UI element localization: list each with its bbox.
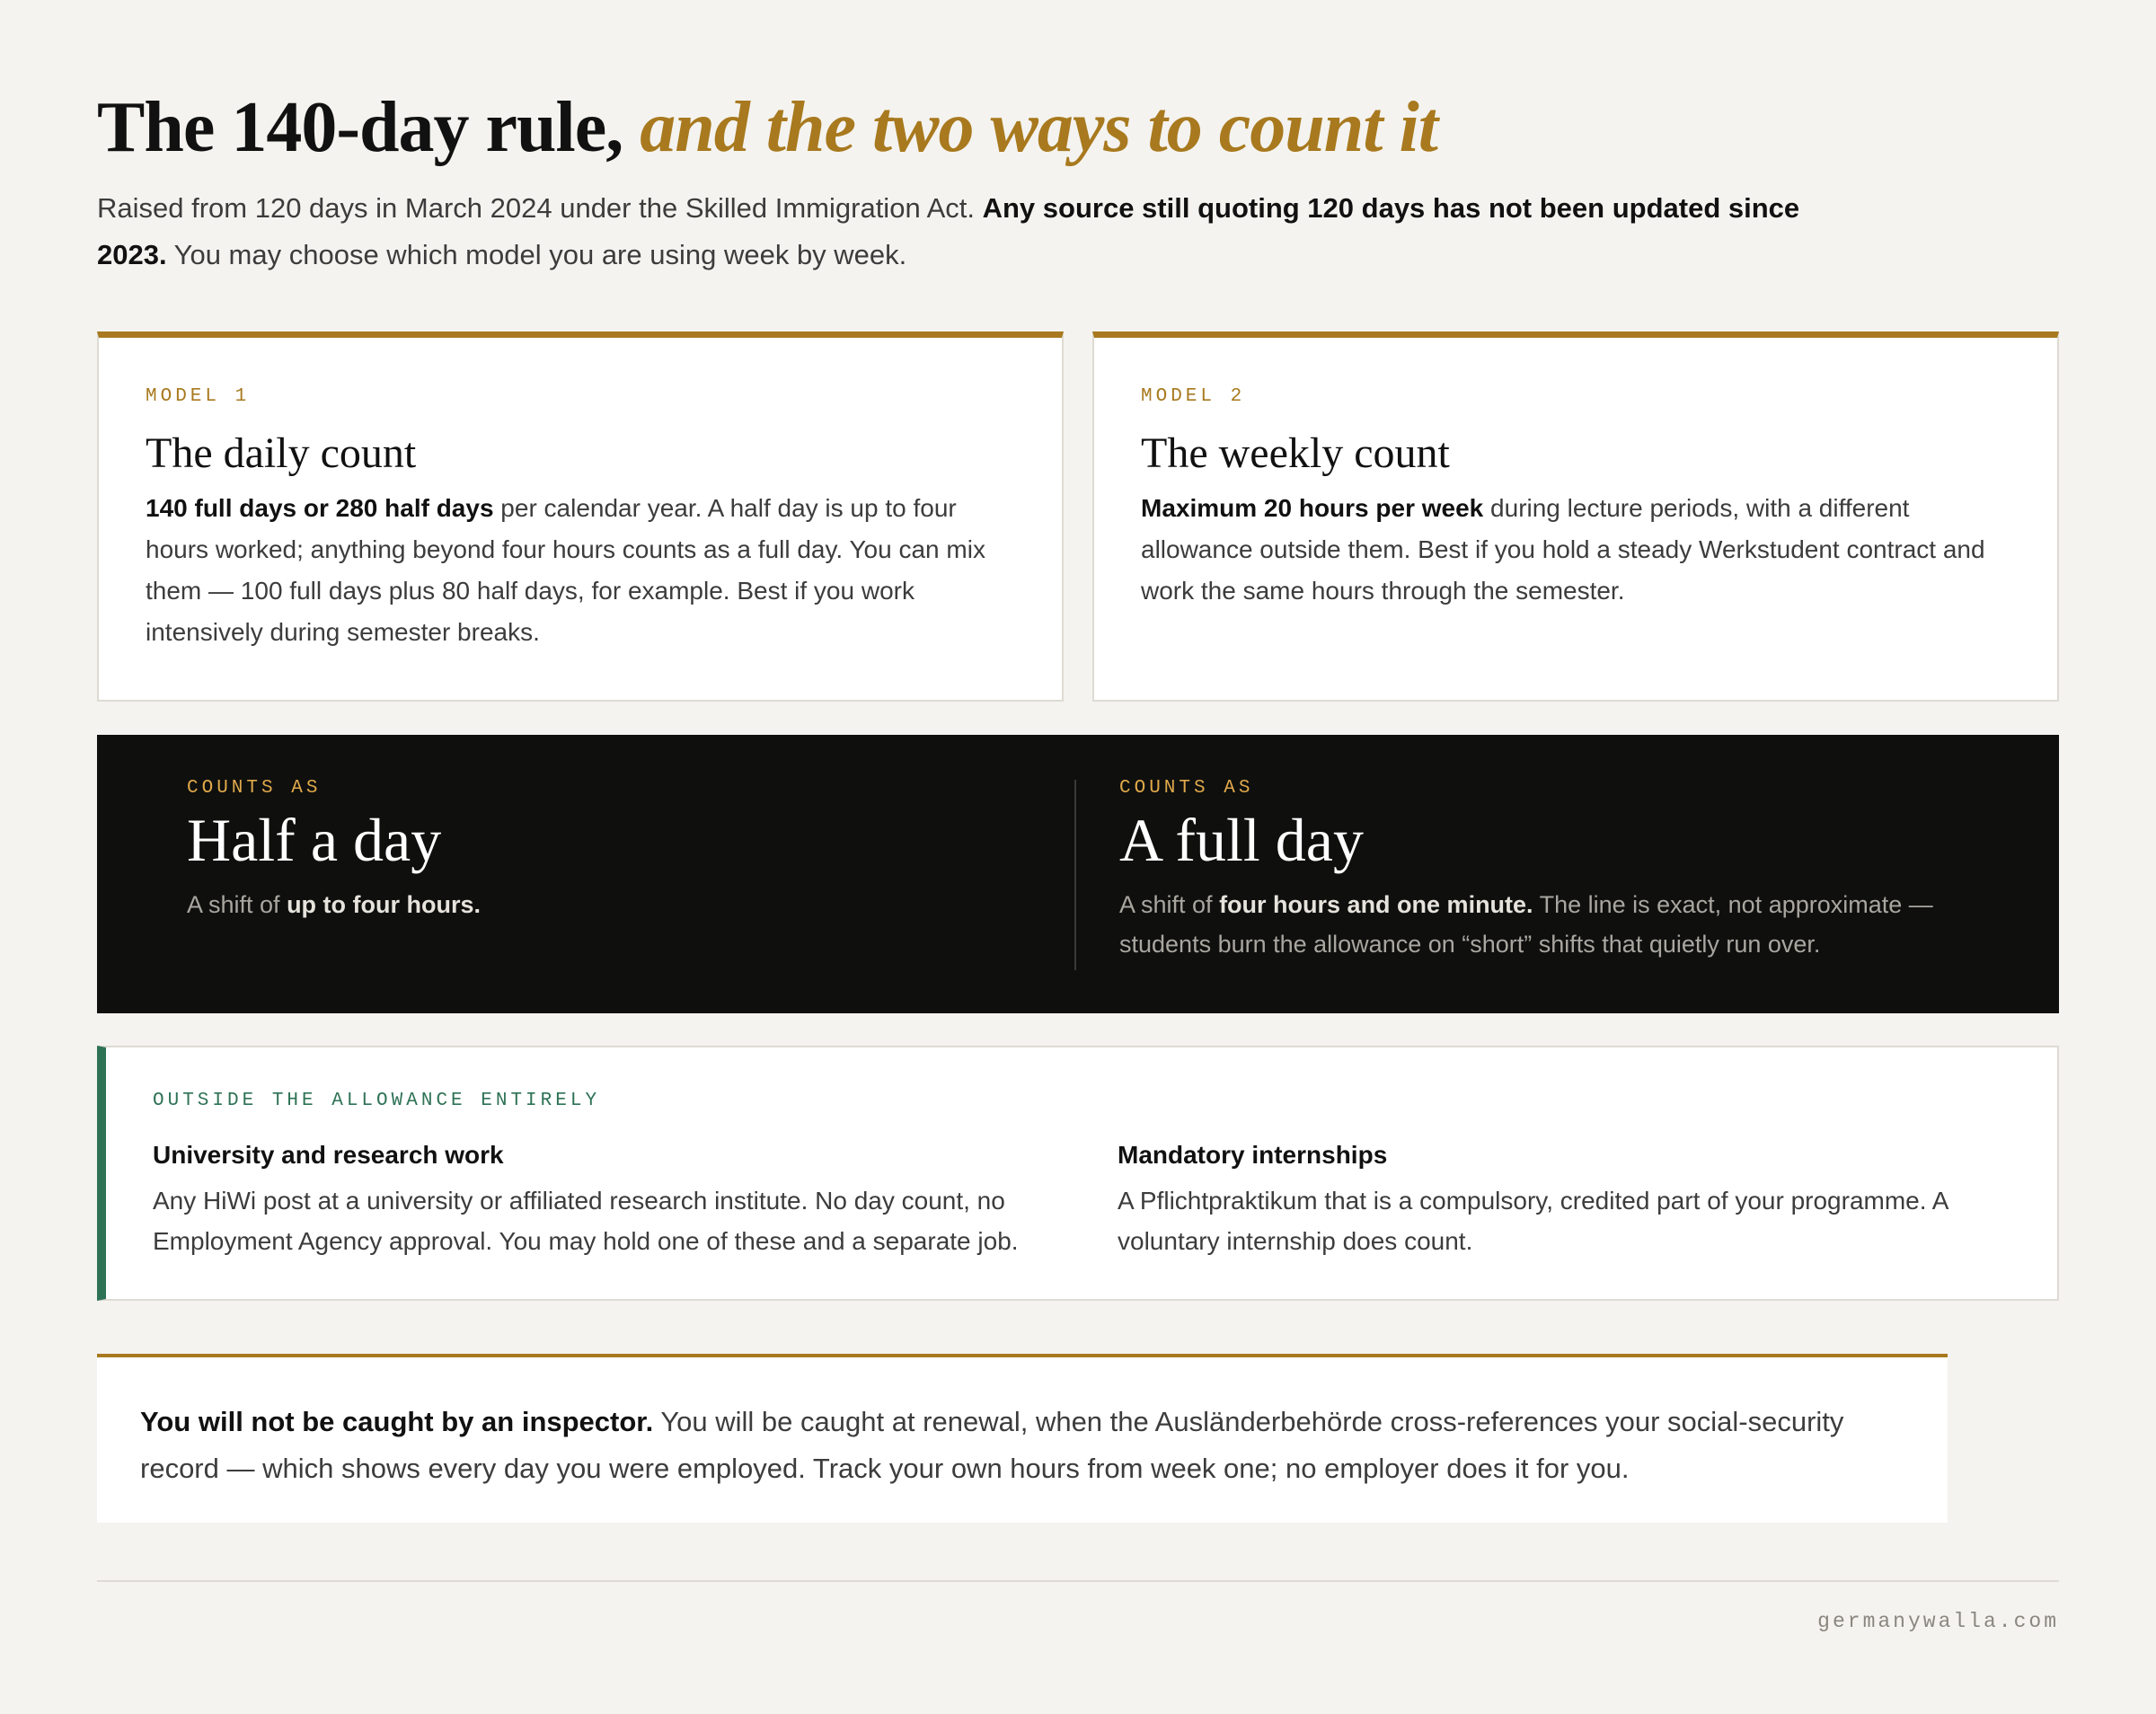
internship-title: Mandatory internships [1118, 1141, 1388, 1169]
title-main: The 140-day rule, [97, 88, 623, 167]
half-day-text-1: A shift of [187, 891, 287, 918]
full-day-label: COUNTS AS [1119, 778, 1254, 799]
title-accent: and the two ways to count it [640, 88, 1437, 167]
full-day-column [1119, 778, 1982, 964]
half-day-label: COUNTS AS [187, 778, 322, 799]
model-2-label: MODEL 2 [1141, 386, 1246, 407]
callout-bold: You will not be caught by an inspector. [140, 1406, 654, 1437]
callout-body: You will be caught at renewal, when the Ausländerbehörde cross-references your social-security record — which shows every day you were employed. Track your own hours from week one; no employer does it for you. [140, 1406, 1844, 1484]
outside-allowance-panel [97, 1046, 2059, 1301]
intro-text-2: You may choose which model you are using week by week. [166, 239, 907, 270]
university-work-text: Any HiWi post at a university or affiliated research institute. No day count, no Employment Agency approval. You may hold one of these and a separate job. [153, 1187, 1019, 1255]
model-2-text: during lecture periods, with a different allowance outside them. Best if you hold a steady Werkstudent contract and work the same hours through the semester. [1141, 494, 1985, 605]
university-work-title: University and research work [153, 1141, 504, 1169]
internship-text: A Pflichtpraktikum that is a compulsory, credited part of your programme. A voluntary internship does count. [1118, 1187, 1948, 1255]
model-1-card [97, 331, 1064, 702]
model-2-title: The weekly count [1141, 429, 1450, 477]
warning-callout [97, 1354, 1948, 1523]
model-1-bold: 140 full days or 280 half days [146, 494, 494, 522]
full-day-text-1: A shift of [1119, 891, 1220, 918]
half-day-bold: up to four hours. [287, 891, 482, 918]
full-day-text-2: The line is exact, not approximate — students burn the allowance on “short” shifts that quietly run over. [1119, 891, 1933, 958]
half-day-description [187, 885, 1067, 924]
full-day-title: A full day [1119, 806, 1364, 874]
counts-as-panel [97, 735, 2059, 1013]
model-2-description [1141, 488, 2010, 612]
callout-text [140, 1399, 1904, 1492]
model-1-description [146, 488, 1015, 653]
internship-item [1118, 1137, 2034, 1261]
intro-bold: Any source still quoting 120 days has not been updated since 2023. [97, 192, 1800, 270]
footer-divider [97, 1580, 2059, 1582]
page-title [97, 83, 1437, 172]
model-1-title: The daily count [146, 429, 417, 477]
outside-label: OUTSIDE THE ALLOWANCE ENTIRELY [153, 1091, 601, 1111]
model-2-bold: Maximum 20 hours per week [1141, 494, 1484, 522]
full-day-bold: four hours and one minute. [1219, 891, 1533, 918]
half-day-title: Half a day [187, 806, 442, 874]
intro-text [97, 185, 1804, 278]
model-1-label: MODEL 1 [146, 386, 251, 407]
column-divider [1074, 780, 1076, 970]
half-day-column [187, 778, 1067, 924]
intro-text-1: Raised from 120 days in March 2024 under the Skilled Immigration Act. [97, 192, 983, 224]
model-1-text: per calendar year. A half day is up to four hours worked; anything beyond four hours counts as a full day. You can mix them — 100 full days plus 80 half days, for example. Best if you work intensively during semester breaks. [146, 494, 985, 646]
model-2-card [1092, 331, 2059, 702]
full-day-description [1119, 885, 1982, 964]
university-work-item [153, 1137, 1069, 1261]
site-credit: germanywalla.com [1817, 1610, 2059, 1633]
